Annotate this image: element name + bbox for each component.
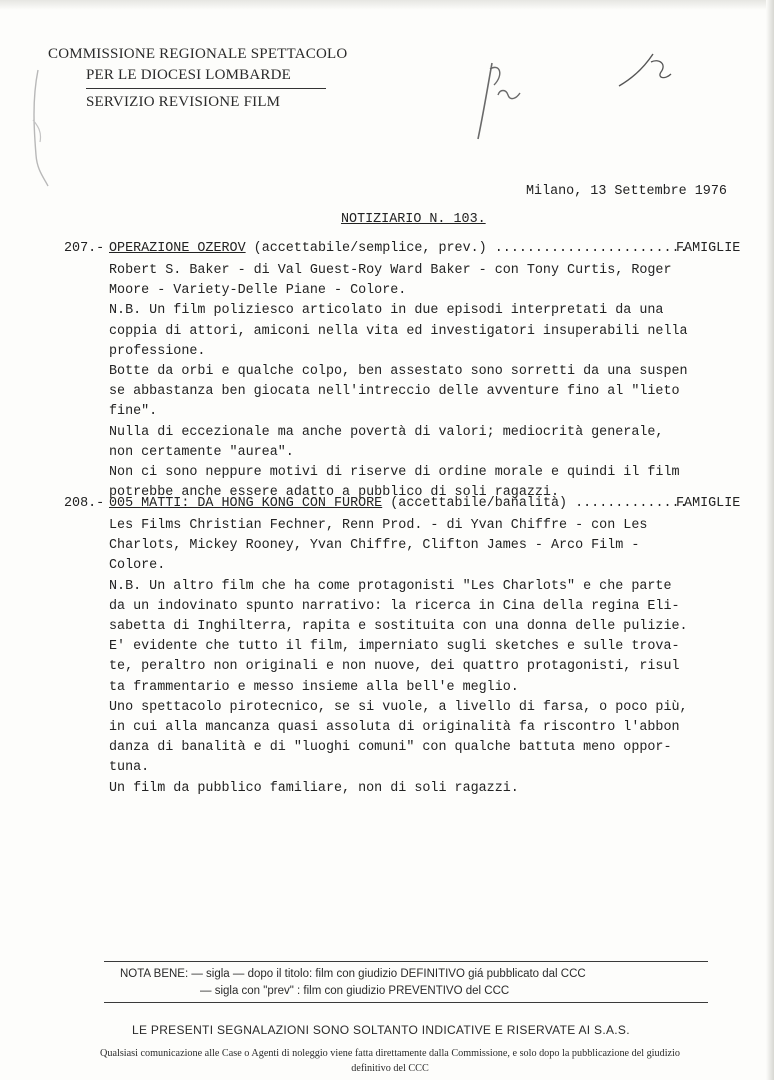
entry-line: tuna. [109,760,150,776]
entry-line: Nulla di eccezionale ma anche povertà di valori; mediocrità generale, [109,424,664,440]
entry-line: te, peraltro non originali e non nuove, dei quattro protagonisti, risul [109,659,680,675]
entry-line: Un film da pubblico familiare, non di soli ragazzi. [109,780,519,796]
entry-line: sabetta di Inghilterra, rapita e sostituita con una donna delle pulizie. [109,619,688,635]
entry-line: Uno spettacolo pirotecnico, se si vuole, a livello di farsa, o poco più, [109,699,688,715]
entry-line: E' evidente che tutto il film, imperniato sugli sketches e sulle trova- [109,639,680,655]
handwritten-mark-left [24,60,54,190]
handwritten-initials [470,55,530,145]
leader-dots: ........................ [494,241,688,256]
footer-divider-top [104,961,708,962]
disclaimer-heading: LE PRESENTI SEGNALAZIONI SONO SOLTANTO INDICATIVE E RISERVATE AI S.A.S. [132,1023,630,1037]
entry-body [109,516,709,799]
entry-line: coppia di attori, amiconi nella vita ed investigatori insuperabili nella [109,323,688,339]
entry-line: fine". [109,404,158,420]
org-name-line2: PER LE DIOCESI LOMBARDE [86,67,292,83]
film-rating: (accettabile/semplice, prev.) [253,241,487,256]
entry-line: N.B. Un film poliziesco articolato in due episodi interpretati da una [109,303,664,319]
document-date: Milano, 13 Settembre 1976 [526,184,727,199]
handwritten-signature [615,48,675,93]
film-rating: (accettabile/banalità) [390,496,568,511]
film-title: 005 MATTI: DA HONG KONG CON FURORE [109,496,383,511]
org-divider [86,88,326,89]
org-name-line3: SERVIZIO REVISIONE FILM [86,94,281,110]
entry-body [109,261,709,503]
entry-title-line [109,496,736,511]
audience-category: FAMIGLIE [676,496,741,511]
disclaimer-line1: Qualsiasi comunicazione alle Case o Agenti di noleggio viene fatta direttamente dalla Commissione, e solo dopo la pubblicazione del giudizio [100,1048,680,1059]
entry-title-line [109,241,736,256]
entry-number: 207.- [64,241,105,256]
entry-line: Charlots, Mickey Rooney, Yvan Chiffre, Clifton James - Arco Film - [109,538,640,554]
entry-line: in cui alla mancanza quasi assoluta di originalità fa riscontro l'abbon [109,720,680,736]
audience-category: FAMIGLIE [676,241,741,256]
nota-bene-line2: — sigla con "prev" : film con giudizio PREVENTIVO del CCC [200,985,510,997]
paper-edge-top [0,0,774,10]
nota-bene-line1: NOTA BENE: — sigla — dopo il titolo: film con giudizio DEFINITIVO giá pubblicato dal CCC [120,968,586,980]
disclaimer-text [40,1046,740,1076]
entry-number: 208.- [64,496,105,511]
footer-divider-bottom [104,1002,708,1003]
disclaimer-line2: definitivo del CCC [351,1063,429,1074]
document-title: NOTIZIARIO N. 103. [341,212,486,227]
film-title: OPERAZIONE OZEROV [109,241,246,256]
entry-line: Les Films Christian Fechner, Renn Prod. - di Yvan Chiffre - con Les [109,518,648,533]
entry-line: professione. [109,343,206,359]
entry-line: N.B. Un altro film che ha come protagonisti "Les Charlots" e che parte [109,578,672,594]
entry-line: Colore. [109,558,166,574]
leader-dots: .............. [575,496,688,511]
entry-line: danza di banalità e di "luoghi comuni" con qualche battuta meno oppor- [109,740,672,756]
entry-line: se abbastanza ben giocata nell'intreccio delle avventure fino al "lieto [109,384,680,400]
entry-line: Moore - Variety-Delle Piane - Colore. [109,283,407,299]
entry-line: non certamente "aurea". [109,444,294,460]
entry-line: Non ci sono neppure motivi di riserve di ordine morale e quindi il film [109,465,680,481]
org-name-line1: COMMISSIONE REGIONALE SPETTACOLO [48,46,348,62]
entry-line: ta frammentario e messo insieme alla bell'e meglio. [109,679,519,695]
entry-line: Botte da orbi e qualche colpo, ben assestato sono sorretti da una suspen [109,364,688,380]
paper-edge-right [766,0,774,1080]
entry-line: potrebbe anche essere adatto a pubblico di soli ragazzi. [109,485,559,501]
entry-line: Robert S. Baker - di Val Guest-Roy Ward Baker - con Tony Curtis, Roger [109,263,672,278]
entry-line: da un indovinato spunto narrativo: la ricerca in Cina della regina Eli- [109,598,680,614]
